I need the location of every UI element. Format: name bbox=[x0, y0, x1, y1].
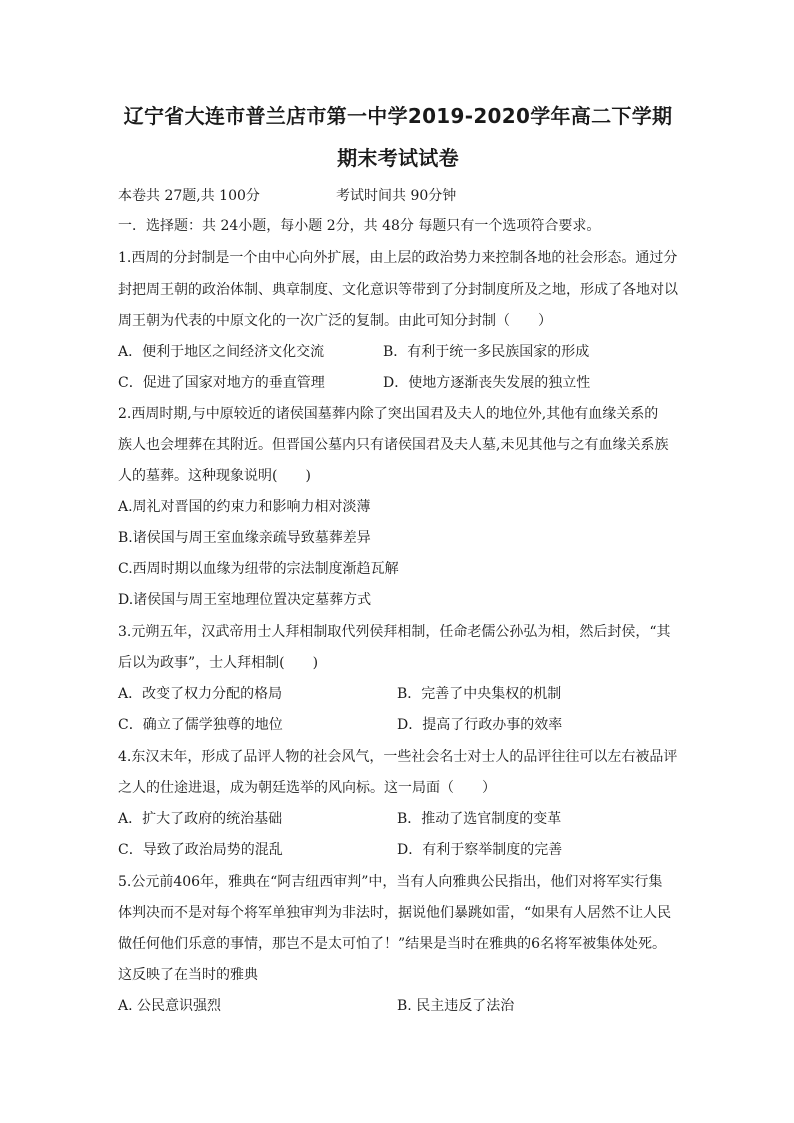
question-1-option-b: B．有利于统一多民族国家的形成 bbox=[383, 344, 590, 360]
question-5-option-b: B. 民主违反了法治 bbox=[397, 998, 515, 1014]
question-4-option-d: D．有利于察举制度的完善 bbox=[397, 842, 563, 858]
question-1-option-d: D．使地方逐渐丧失发展的独立性 bbox=[383, 375, 591, 391]
exam-title-line2: 期末考试试卷 bbox=[337, 146, 459, 170]
question-4-line-2: 之人的仕途进退，成为朝廷选举的风向标。这一局面（ ） bbox=[118, 780, 496, 796]
question-1-line-3: 周王朝为代表的中原文化的一次广泛的复制。由此可知分封制（ ） bbox=[118, 313, 552, 329]
exam-time-info: 考试时间共 90分钟 bbox=[336, 188, 457, 204]
question-5-line-2: 体判决而不是对每个将军单独审判为非法时，据说他们暴跳如雷，“如果有人居然不让人民 bbox=[118, 905, 672, 921]
exam-title-line1: 辽宁省大连市普兰店市第一中学2019-2020学年高二下学期 bbox=[123, 104, 673, 128]
question-5-line-3: 做任何他们乐意的事情，那岂不是太可怕了！”结果是当时在雅典的6名将军被集体处死。 bbox=[118, 936, 667, 952]
question-2-option-a: A.周礼对晋国的约束力和影响力相对淡薄 bbox=[118, 499, 371, 515]
question-3-line-1: 3.元朔五年，汉武帝用士人拜相制取代列侯拜相制，任命老儒公孙弘为相，然后封侯，“其 bbox=[118, 624, 671, 640]
question-2-option-b: B.诸侯国与周王室血缘亲疏导致墓葬差异 bbox=[118, 530, 371, 546]
question-3-option-d: D．提高了行政办事的效率 bbox=[397, 717, 563, 733]
question-2-option-c: C.西周时期以血缘为纽带的宗法制度渐趋瓦解 bbox=[118, 561, 399, 577]
section-heading: 一．选择题：共 24小题，每小题 2分，共 48分 每题只有一个选项符合要求。 bbox=[118, 218, 601, 234]
question-3-line-2: 后以为政事”，士人拜相制( ) bbox=[118, 655, 319, 671]
question-2-line-1: 2.西周时期,与中原较近的诸侯国墓葬内除了突出国君及夫人的地位外,其他有血缘关系的 bbox=[118, 406, 659, 422]
question-1-line-2: 封把周王朝的政治体制、典章制度、文化意识等带到了分封制度所及之地，形成了各地对以 bbox=[118, 282, 678, 298]
question-5-option-a: A. 公民意识强烈 bbox=[118, 998, 222, 1014]
question-2-line-2: 族人也会埋葬在其附近。但晋国公墓内只有诸侯国君及夫人墓,未见其他与之有血缘关系族 bbox=[118, 437, 669, 453]
question-3-option-c: C．确立了儒学独尊的地位 bbox=[118, 717, 283, 733]
question-4-line-1: 4.东汉末年，形成了品评人物的社会风气，一些社会名士对士人的品评往往可以左右被品评 bbox=[118, 749, 678, 765]
question-2-line-3: 人的墓葬。这种现象说明( ) bbox=[118, 468, 311, 484]
question-1-option-c: C．促进了国家对地方的垂直管理 bbox=[118, 375, 325, 391]
question-count-info: 本卷共 27题,共 100分 bbox=[118, 188, 260, 204]
question-4-option-c: C．导致了政治局势的混乱 bbox=[118, 842, 283, 858]
question-2-option-d: D.诸侯国与周王室地理位置决定墓葬方式 bbox=[118, 592, 372, 608]
question-1-line-1: 1.西周的分封制是一个由中心向外扩展，由上层的政治势力来控制各地的社会形态。通过分 bbox=[118, 250, 678, 266]
question-3-option-a: A．改变了权力分配的格局 bbox=[118, 686, 283, 702]
question-1-option-a: A．便利于地区之间经济文化交流 bbox=[118, 344, 325, 360]
question-5-line-1: 5.公元前406年，雅典在“阿吉纽西审判”中，当有人向雅典公民指出，他们对将军实行集 bbox=[118, 874, 663, 890]
question-3-option-b: B．完善了中央集权的机制 bbox=[397, 686, 562, 702]
question-4-option-b: B．推动了选官制度的变革 bbox=[397, 811, 562, 827]
question-4-option-a: A．扩大了政府的统治基础 bbox=[118, 811, 283, 827]
question-5-line-4: 这反映了在当时的雅典 bbox=[118, 967, 258, 983]
